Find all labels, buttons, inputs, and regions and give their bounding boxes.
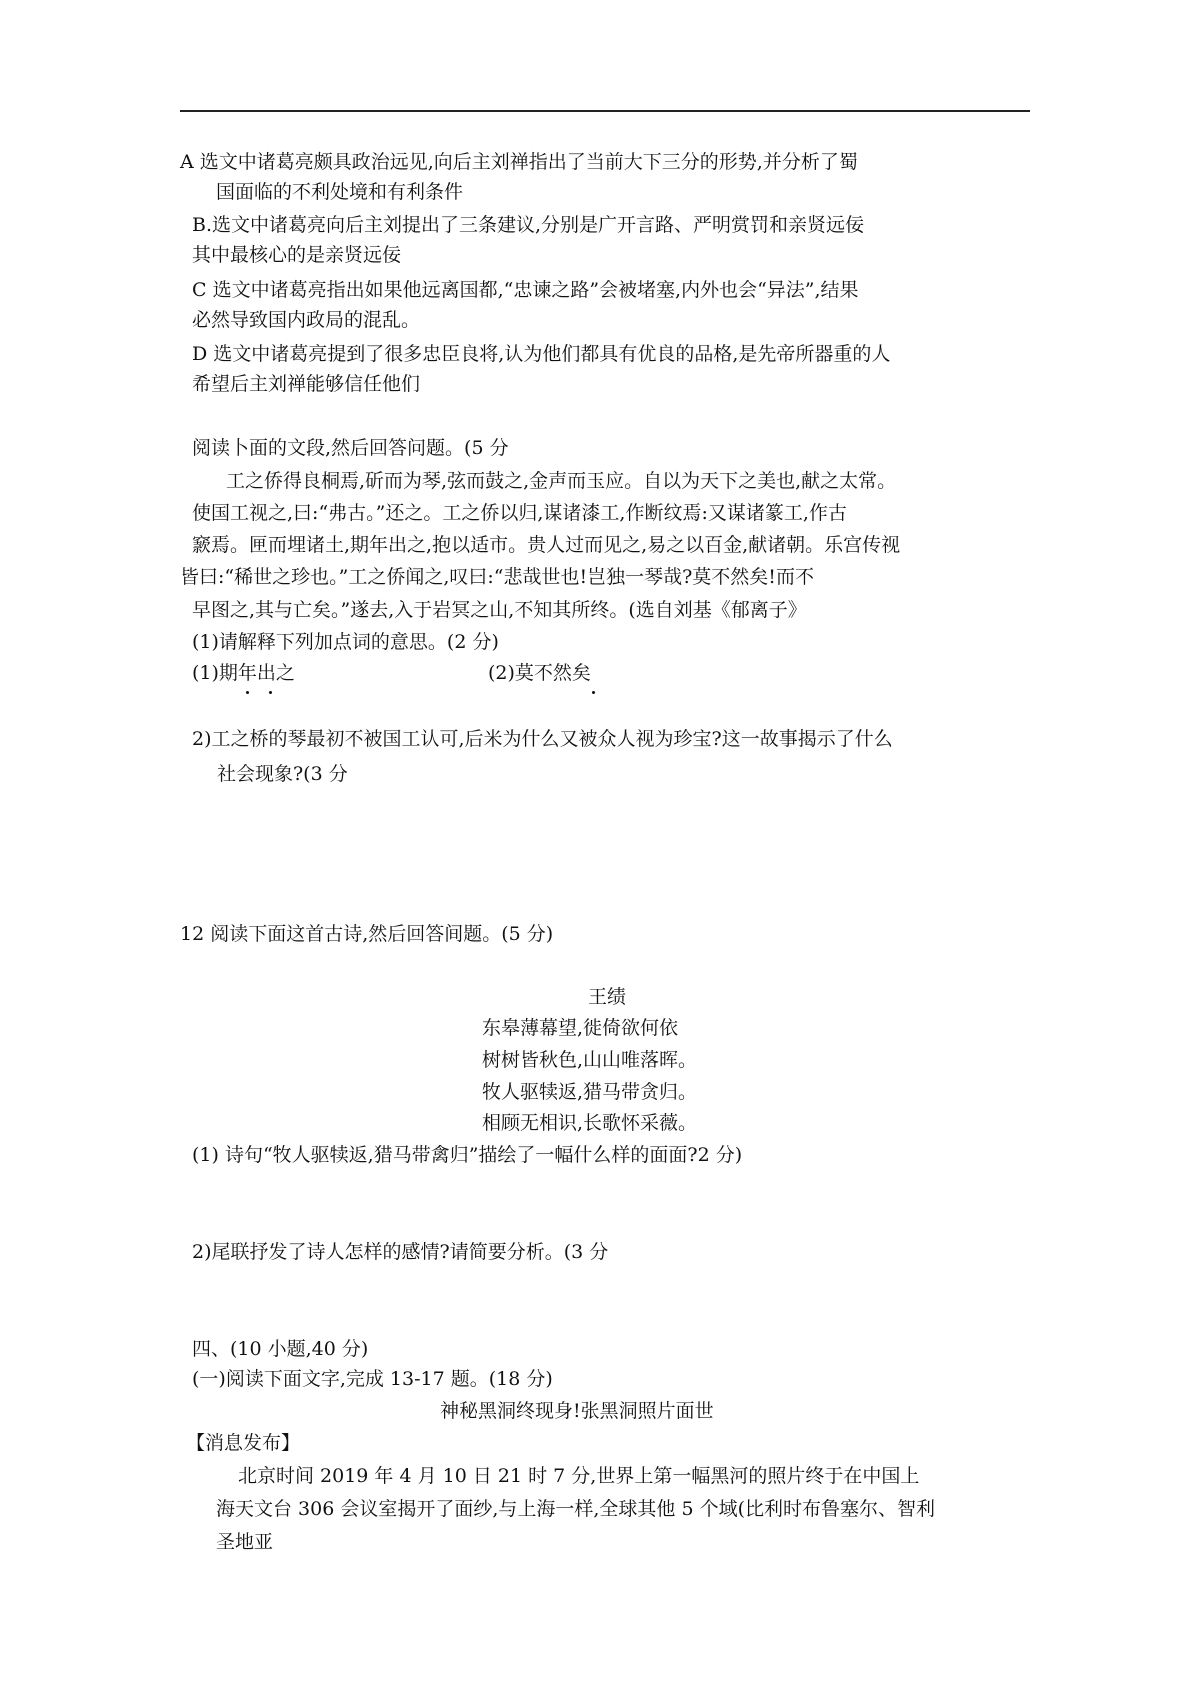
poem-question-2: 2)尾联抒发了诗人怎样的感情?请简要分析。(3 分 xyxy=(192,1241,609,1263)
header-rule xyxy=(180,110,1030,112)
article-line-3: 圣地亚 xyxy=(216,1531,274,1553)
poem-line-2: 树树皆秋色,山山唯落晖。 xyxy=(482,1049,698,1071)
poem-line-1: 东皋薄幕望,徙倚欲何依 xyxy=(482,1017,679,1039)
option-b-line-2: 其中最核心的是亲贤远佞 xyxy=(192,244,402,266)
section-4-subheading: (一)阅读下面文字,完成 13-17 题。(18 分) xyxy=(192,1368,553,1390)
option-c-line-2: 必然导致国内政局的混乱。 xyxy=(192,309,421,331)
passage-question-1a: (1)期年出之 xyxy=(192,662,295,684)
emphasis-dot xyxy=(269,691,272,694)
poem-intro: 12 阅读下面这首古诗,然后回答间题。(5 分) xyxy=(180,923,554,945)
passage-question-1b: (2)莫不然矣 xyxy=(488,662,591,684)
section-4-heading: 四、(10 小题,40 分) xyxy=(192,1338,369,1360)
article-tag: 【消息发布】 xyxy=(186,1432,301,1454)
option-d-line-2: 希望后主刘禅能够信任他们 xyxy=(192,373,421,395)
passage-line-1: 工之侨得良桐焉,斫而为琴,弦而鼓之,金声而玉应。自以为天下之美也,献之太常。 xyxy=(226,470,897,492)
option-d-line-1: D 选文中诸葛亮提到了很多忠臣良将,认为他们都具有优良的品格,是先帝所器重的人 xyxy=(192,343,891,365)
option-a-line-1: A 选文中诸葛亮颇具政治远见,向后主刘禅指出了当前大下三分的形势,并分析了蜀 xyxy=(180,151,858,173)
passage-question-2-line-1: 2)工之桥的琴最初不被国工认可,后米为什么又被众人视为珍宝?这一故事揭示了什么 xyxy=(192,728,893,750)
emphasis-dot xyxy=(246,691,249,694)
article-title: 神秘黑洞终现身!张黑洞照片面世 xyxy=(440,1400,714,1422)
option-b-line-1: B.选文中诸葛亮向后主刘提出了三条建议,分别是广开言路、严明赏罚和亲贤远佞 xyxy=(192,214,865,236)
passage-line-4: 皆曰:“稀世之珍也。”工之侨闻之,叹曰:“悲哉世也!岂独一琴哉?莫不然矣!而不 xyxy=(180,566,814,588)
passage-question-2-line-2: 社会现象?(3 分 xyxy=(217,763,348,785)
poem-line-3: 牧人驱犊返,猎马带贪归。 xyxy=(482,1081,698,1103)
passage-line-3: 窾焉。匣而埋诸土,期年出之,抱以适市。贵人过而见之,易之以百金,献诸朝。乐宫传视 xyxy=(192,534,901,556)
emphasis-dot xyxy=(592,691,595,694)
passage-intro: 阅读卜面的文段,然后回答问题。(5 分 xyxy=(192,437,509,459)
poem-author: 王绩 xyxy=(588,986,627,1008)
passage-line-5: 早图之,其与亡矣。”遂去,入于岩冥之山,不知其所终。(选自刘基《郁离子》 xyxy=(192,599,807,621)
option-a-line-2: 国面临的不利处境和有利条件 xyxy=(216,181,464,203)
article-line-1: 北京时间 2019 年 4 月 10 日 21 时 7 分,世界上第一幅黑河的照片终于在中国上 xyxy=(238,1465,920,1487)
option-c-line-1: C 选文中诸葛亮指出如果他远离国都,“忠谏之路”会被堵塞,内外也会“异法”,结果 xyxy=(192,279,859,301)
poem-question-1: (1) 诗句“牧人驱犊返,猎马带禽归”描绘了一幅什么样的面面?2 分) xyxy=(192,1144,743,1166)
poem-line-4: 相顾无相识,长歌怀采薇。 xyxy=(482,1112,698,1134)
passage-question-1: (1)请解释下列加点词的意思。(2 分) xyxy=(192,631,499,653)
article-line-2: 海天文台 306 会议室揭开了面纱,与上海一样,全球其他 5 个域(比利时布鲁塞尔、智利 xyxy=(216,1498,936,1520)
passage-line-2: 使国工视之,曰:“弗古。”还之。工之侨以归,谋诸漆工,作断纹焉:又谋诸篆工,作古 xyxy=(192,502,847,524)
